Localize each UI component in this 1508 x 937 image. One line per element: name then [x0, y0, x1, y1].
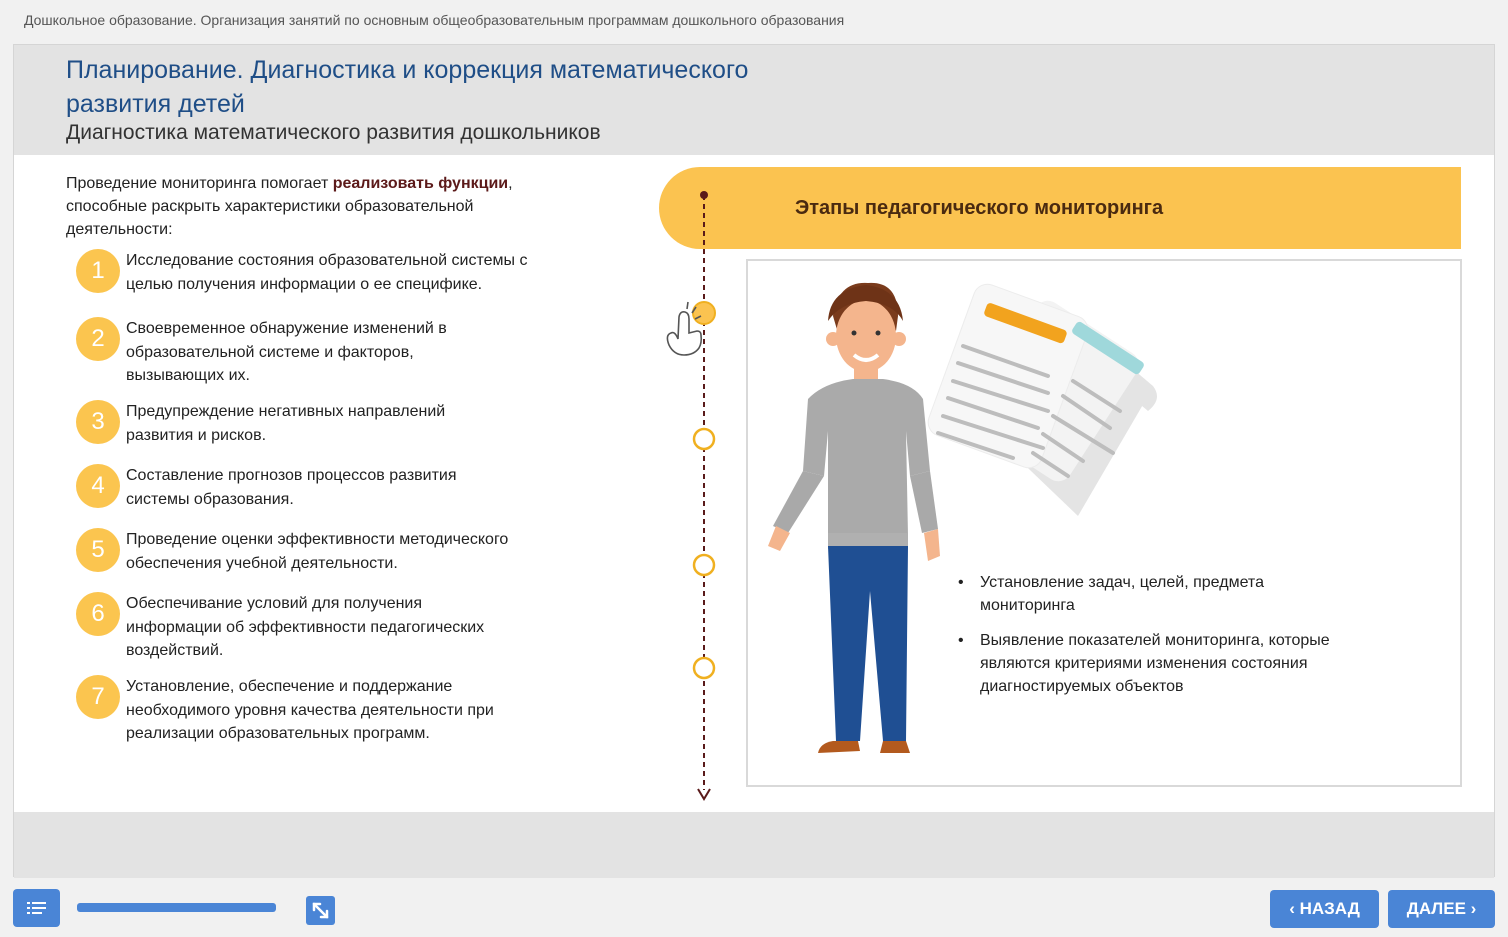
intro-before: Проведение мониторинга помогает — [66, 175, 333, 192]
slide-frame — [13, 44, 1495, 877]
list-item-text: Составление прогнозов процессов развития системы образования. — [126, 467, 457, 508]
next-button-label: ДАЛЕЕ — [1406, 899, 1466, 918]
number-badge: 3 — [76, 400, 120, 444]
timeline-arrow-icon — [698, 789, 710, 799]
intro-after: , способные раскрыть характеристики образовательной деятельности: — [66, 175, 513, 238]
list-item-text: Обеспечивание условий для получения информации об эффективности педагогических воздействий. — [126, 595, 485, 659]
page-title: Планирование. Диагностика и коррекция математического развития детей — [66, 56, 749, 118]
stage-bullet: • Установление задач, целей, предмета мониторинга — [966, 571, 1336, 617]
number-badge: 1 — [76, 249, 120, 293]
slide-footer — [14, 812, 1494, 878]
intro-text — [66, 172, 546, 241]
stage-panel — [746, 259, 1462, 787]
list-item-text: Исследование состояния образовательной системы с целью получения информации о ее специфике. — [126, 252, 528, 293]
list-item-text: Установление, обеспечение и поддержание необходимого уровня качества деятельности при реализации образовательных программ. — [126, 678, 494, 742]
timeline-stage-2[interactable] — [694, 429, 714, 449]
number-badge: 4 — [76, 464, 120, 508]
list-item-text: Проведение оценки эффективности методического обеспечения учебной деятельности. — [126, 531, 509, 572]
slide-content — [14, 155, 1494, 812]
stage-bullets — [966, 571, 1336, 710]
number-badge: 2 — [76, 317, 120, 361]
expand-icon — [306, 896, 335, 925]
list-item-text: Своевременное обнаружение изменений в образовательной системе и факторов, вызывающих их. — [126, 320, 447, 384]
slide-header — [14, 45, 1494, 155]
back-button[interactable] — [1270, 890, 1379, 928]
number-badge: 6 — [76, 592, 120, 636]
progress-bar — [77, 903, 276, 912]
menu-button[interactable] — [13, 889, 60, 927]
intro-bold: реализовать функции — [332, 175, 509, 192]
next-button[interactable] — [1388, 890, 1495, 928]
timeline-stage-4[interactable] — [694, 658, 714, 678]
timeline-stage-3[interactable] — [694, 555, 714, 575]
list-icon — [13, 889, 60, 927]
page-subtitle: Диагностика математического развития дошкольников — [66, 121, 601, 144]
timeline-stage-1-active[interactable] — [693, 302, 715, 324]
chevron-left-icon: ‹ — [1289, 899, 1300, 918]
list-item-text: Предупреждение негативных направлений развития и рисков. — [126, 403, 446, 444]
stages-banner — [659, 167, 1461, 249]
teacher-figure — [768, 283, 940, 753]
stages-title: Этапы педагогического мониторинга — [795, 197, 1164, 219]
timeline-start-dot — [700, 191, 708, 199]
breadcrumb: Дошкольное образование. Организация занятий по основным общеобразовательным программам дошкольного образования — [24, 12, 845, 28]
number-badge: 5 — [76, 528, 120, 572]
documents-illustration — [924, 280, 1157, 516]
chevron-right-icon: › — [1465, 899, 1477, 918]
stage-bullet: • Выявление показателей мониторинга, которые являются критериями изменения состояния диагностируемых объектов — [966, 629, 1336, 698]
back-button-label: НАЗАД — [1299, 899, 1360, 918]
number-badge: 7 — [76, 675, 120, 719]
stages-timeline — [659, 185, 749, 805]
fullscreen-button[interactable] — [306, 896, 335, 925]
